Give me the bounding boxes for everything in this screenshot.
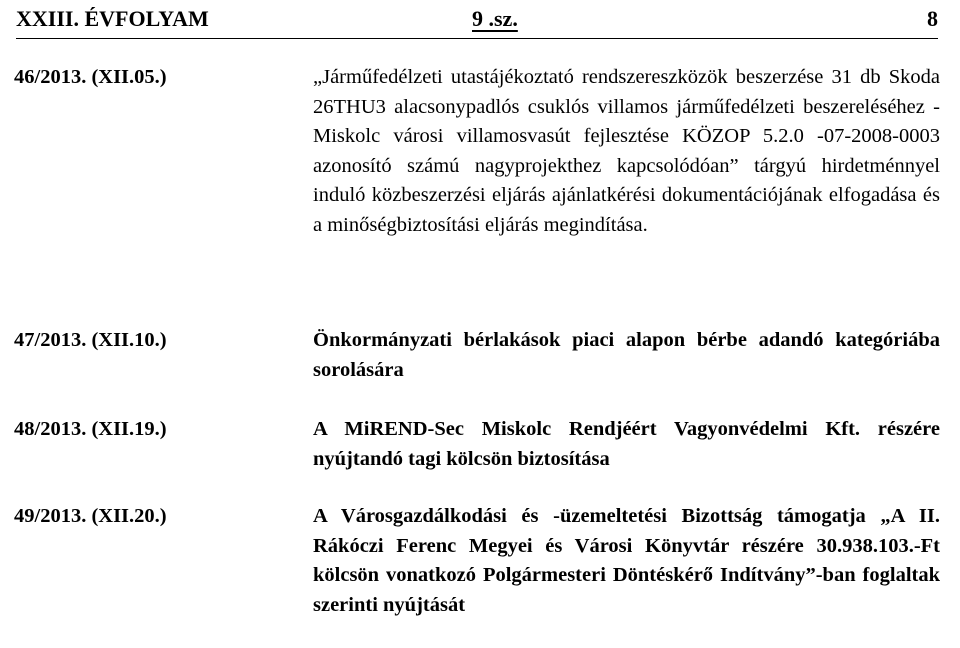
resolution-text: Önkormányzati bérlakások piaci alapon bérbe adandó kategóriába sorolására: [313, 329, 940, 381]
resolution-number: 47/2013. (XII.10.): [14, 329, 167, 351]
resolution-number: 48/2013. (XII.19.): [14, 418, 167, 440]
resolution-text: A Városgazdálkodási és -üzemeltetési Bizottság támogatja „A II. Rákóczi Ferenc Megyei és Városi Könyvtár részére 30.938.103.-Ft kölcsön vonatkozó Polgármesteri Döntéskérő Indítvány”-ban foglaltak szerinti nyújtását: [313, 505, 940, 616]
page-header: [16, 2, 938, 38]
header-divider: [16, 38, 938, 39]
resolution-number: 46/2013. (XII.05.): [14, 66, 167, 88]
resolution-text: A MiREND-Sec Miskolc Rendjéért Vagyonvédelmi Kft. részére nyújtandó tagi kölcsön biztosítása: [313, 418, 940, 470]
volume-label: XXIII. ÉVFOLYAM: [16, 6, 209, 31]
resolution-number: 49/2013. (XII.20.): [14, 505, 167, 527]
page-number: 8: [927, 6, 938, 31]
resolution-text: „Járműfedélzeti utastájékoztató rendszereszközök beszerzése 31 db Skoda 26THU3 alacsonypadlós csuklós villamos járműfedélzeti beszereléséhez - Miskolc városi villamosvasút fejlesztése KÖZOP 5.2.0 -07-2008-0003 azonosító számú nagyprojekthez kapcsolódóan” tárgyú hirdetménnyel induló közbeszerzési eljárás ajánlatkérési dokumentációjának elfogadása és a minőségbiztosítási eljárás megindítása.: [313, 66, 940, 236]
issue-number: 9 .sz.: [472, 6, 518, 31]
